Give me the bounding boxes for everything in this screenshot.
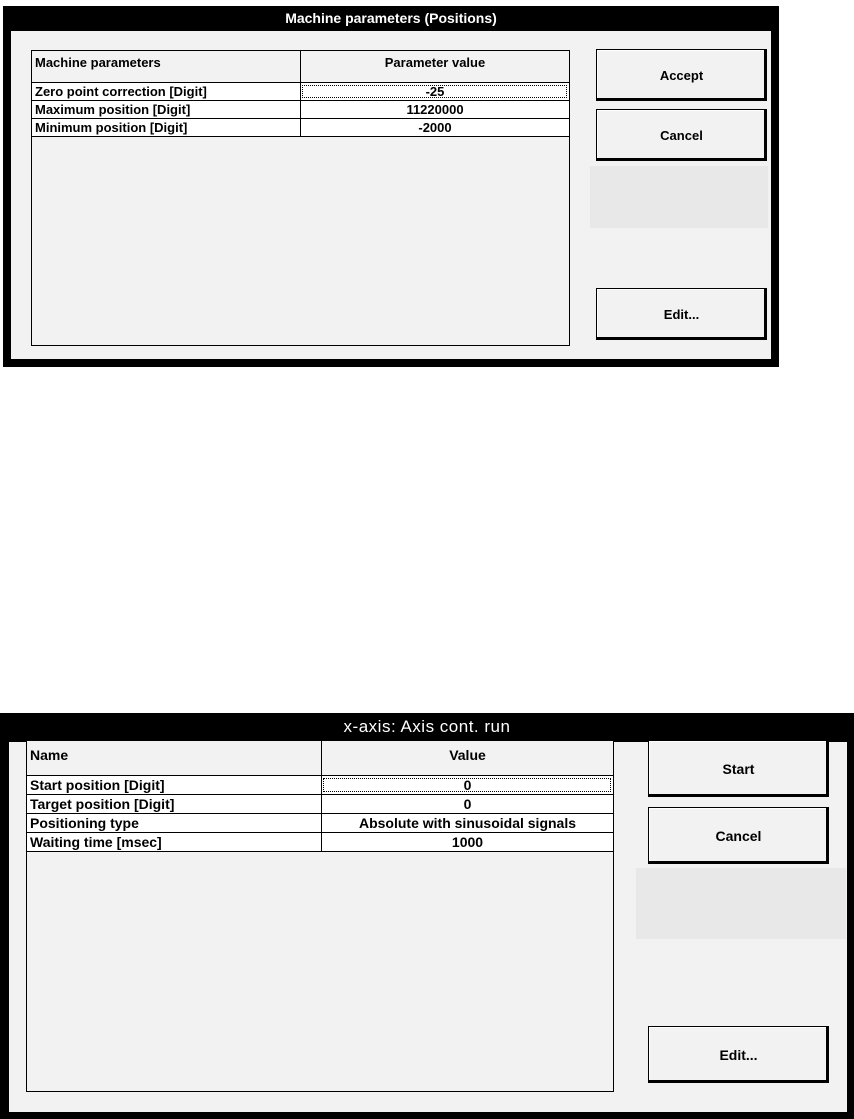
dialog-title: x-axis: Axis cont. run: [343, 717, 511, 736]
axis-cont-run-dialog: [0, 713, 854, 1119]
accept-button[interactable]: Accept: [596, 49, 767, 101]
grid-header-row: [32, 51, 569, 83]
column-header-value: Value: [321, 741, 613, 775]
cancel-button[interactable]: Cancel: [596, 109, 767, 161]
row-name: Waiting time [msec]: [30, 834, 162, 850]
edit-button[interactable]: Edit...: [596, 288, 767, 340]
row-name: Minimum position [Digit]: [35, 120, 188, 135]
row-value[interactable]: -2000: [300, 119, 569, 136]
row-value[interactable]: Absolute with sinusoidal signals: [321, 814, 613, 832]
row-value[interactable]: 1000: [321, 833, 613, 851]
row-name: Start position [Digit]: [30, 777, 165, 793]
table-row[interactable]: [32, 101, 569, 119]
row-value[interactable]: 11220000: [300, 101, 569, 118]
row-value[interactable]: -25: [300, 83, 569, 100]
parameter-grid[interactable]: [31, 50, 570, 346]
table-row[interactable]: [32, 119, 569, 137]
table-row[interactable]: [32, 83, 569, 101]
machine-parameters-dialog: [3, 6, 779, 367]
empty-panel: [636, 868, 846, 939]
row-value[interactable]: 0: [321, 795, 613, 813]
row-name: Maximum position [Digit]: [35, 102, 191, 117]
grid-header-row: [27, 741, 613, 776]
parameter-grid[interactable]: [26, 740, 614, 1092]
table-row[interactable]: [27, 795, 613, 814]
start-button[interactable]: Start: [648, 740, 829, 797]
cancel-button[interactable]: Cancel: [648, 807, 829, 864]
table-row[interactable]: [27, 776, 613, 795]
row-name: Positioning type: [30, 815, 139, 831]
row-value[interactable]: 0: [321, 776, 613, 794]
column-header-name: Machine parameters: [35, 55, 161, 70]
row-name: Zero point correction [Digit]: [35, 84, 207, 99]
row-name: Target position [Digit]: [30, 796, 175, 812]
column-header-name: Name: [30, 747, 69, 763]
table-row[interactable]: [27, 833, 613, 852]
edit-button[interactable]: Edit...: [648, 1026, 829, 1083]
empty-panel: [590, 166, 768, 228]
table-row[interactable]: [27, 814, 613, 833]
column-header-value: Parameter value: [300, 51, 569, 82]
dialog-title: Machine parameters (Positions): [285, 10, 497, 26]
